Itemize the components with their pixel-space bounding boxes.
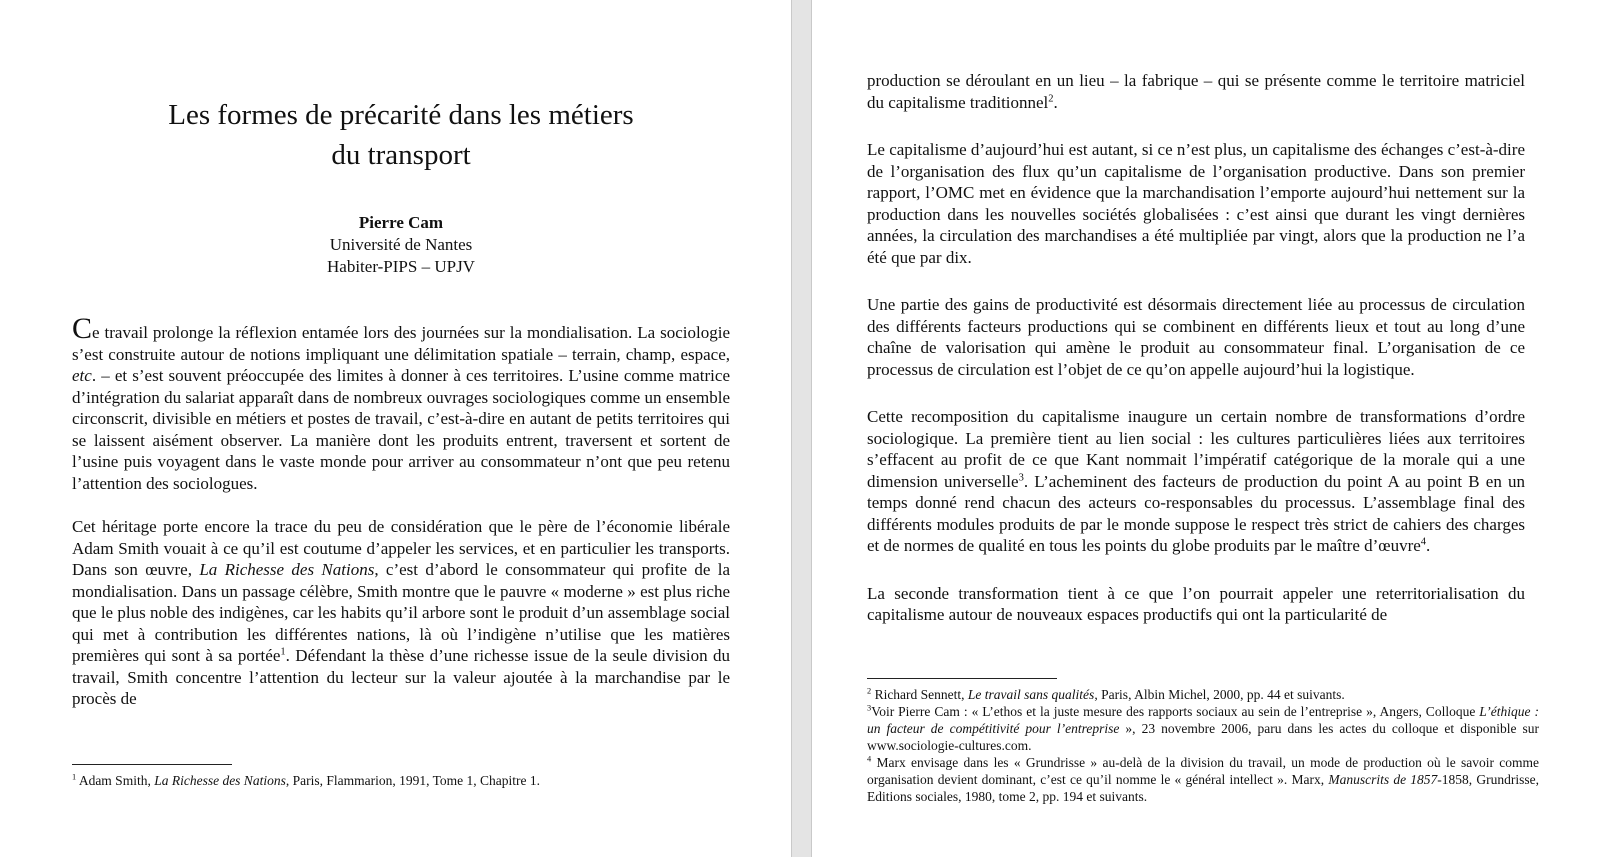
page-left — [0, 0, 791, 857]
paragraph: Cette recomposition du capitalisme inaugure un certain nombre de transformations d’ordre sociologique. La première tient au lien social : les cultures particulières liées aux territoires s’effacent au profit de ce que Kant nommait l’impératif catégorique de la morale qui a une dimension universelle$^3$. L’acheminent des facteurs de production du point A au point B en un temps donné rend chacun des acteurs co-responsables du processus. L’assemblage final des différents modules produits de par le monde suppose le respect très strict de cahiers des charges et de normes de qualité en tous les points du globe produits par le maître d’œuvre$^4$. — [867, 407, 1526, 555]
paragraph-text: e travail prolonge la réflexion entamée lors des journées sur la mondialisation. La sociologie s’est construite autour de notions impliquant une délimitation spatiale – terrain, champ, espace, etc. – et s’est souvent préoccupée des limites à donner à ces territoires. L’usine comme matrice d’intégration du salariat apparaît dans de nombreux ouvrages sociologiques comme un ensemble circonscrit, divisible en métiers et postes de travail, c’est-à-dire en autant de petits territoires qui se laissent aisément observer. La manière dont les produits entrent, traversent et sortent de l’usine puis voyagent dans le vaste monde pour arriver au consommateur n’ont que peu retenu l’attention des sociologues. — [72, 323, 730, 493]
footnote-separator — [72, 764, 232, 765]
author-block — [72, 212, 730, 278]
paragraph: Cet héritage porte encore la trace du peu de considération que le père de l’économie libérale Adam Smith vouait à ce qu’il est coutume d’appeler les services, et en particulier les transports. Dans son œuvre, La Richesse des Nations, c’est d’abord le consommateur qui profite de la mondialisation. Dans un passage célèbre, Smith montre que le pauvre « moderne » est plus riche que le plus noble des indigènes, car les habits qu’il arbore sont le produit d’un assemblage social qui met à contribution les différentes nations, là où l’indigène n’utilise que les matières premières qui sont à sa portée$^1$. Défendant la thèse d’une richesse issue de la seule division du travail, Smith concentre l’attention du lecteur sur la valeur ajoutée à la marchandise par le procès de — [72, 517, 731, 708]
affiliation-lab: Habiter-PIPS – UPJV — [327, 257, 475, 276]
body-text-right — [867, 70, 1525, 626]
page-gutter — [791, 0, 812, 857]
paragraph — [72, 312, 730, 494]
footnote-1: $^1$ Adam Smith, La Richesse des Nations, Paris, Flammarion, 1991, Tome 1, Chapitre 1. — [72, 772, 540, 788]
paragraph: La seconde transformation tient à ce que l’on pourrait appeler une reterritorialisation du capitalisme autour de nouveaux espaces productifs qui ont la particularité de — [867, 583, 1525, 624]
footnote-3: $^3$Voir Pierre Cam : « L’ethos et la juste mesure des rapports sociaux au sein de l’entreprise », Angers, Colloque L’éthique : un facteur de compétitivité pour l’entreprise », 23 novembre 2006, paru dans les actes du colloque et disponible sur www.sociologie-cultures.com. — [867, 703, 1540, 753]
author-name: Pierre Cam — [358, 213, 444, 232]
paragraph: Le capitalisme d’aujourd’hui est autant, si ce n’est plus, un capitalisme des échanges c’est-à-dire de l’organisation des flux qu’un capitalisme de l’organisation productive. Dans son premier rapport, l’OMC met en évidence que la marchandisation l’emporte aujourd’hui nettement sur la production dans les nouvelles sociétés globalisées : c’est ainsi que durant les vingt dernières années, la circulation des marchandises a été multipliée par vingt, alors que la production ne l’a été que par dix. — [867, 140, 1525, 267]
page-title — [72, 95, 730, 175]
footnotes-left — [72, 764, 730, 789]
footnote-4: $^4$ Marx envisage dans les « Grundrisse » au-delà de la division du travail, un mode de production où le savoir comme organisation devient dominant, c’est ce qu’il nomme le « général intellect ». Marx, Manuscrits de 1857-1858, Grundrisse, Editions sociales, 1980, tome 2, pp. 194 et suivants. — [867, 754, 1539, 804]
paragraph: production se déroulant en un lieu – la fabrique – qui se présente comme le territoire matriciel du capitalisme traditionnel$^2$. — [867, 71, 1525, 112]
footnote-separator — [867, 678, 1057, 679]
affiliation-university: Université de Nantes — [329, 235, 473, 254]
page-right — [812, 0, 1601, 857]
title-line-1: Les formes de précarité dans les métiers — [168, 99, 634, 131]
footnote-2: $^2$ Richard Sennett, Le travail sans qualités, Paris, Albin Michel, 2000, pp. 44 et suivants. — [867, 686, 1345, 702]
body-text-left — [72, 312, 731, 710]
paragraph: Une partie des gains de productivité est désormais directement liée au processus de circulation des différents facteurs productions qui se combinent en différents lieux et tout au long d’une chaîne de valorisation qui amène le produit au consommateur final. L’organisation de ce processus de circulation est l’objet de ce qu’on appelle aujourd’hui la logistique. — [867, 295, 1525, 379]
title-line-2: du transport — [331, 139, 471, 171]
footnotes-right — [867, 678, 1539, 805]
initial-capital: C — [72, 312, 93, 345]
